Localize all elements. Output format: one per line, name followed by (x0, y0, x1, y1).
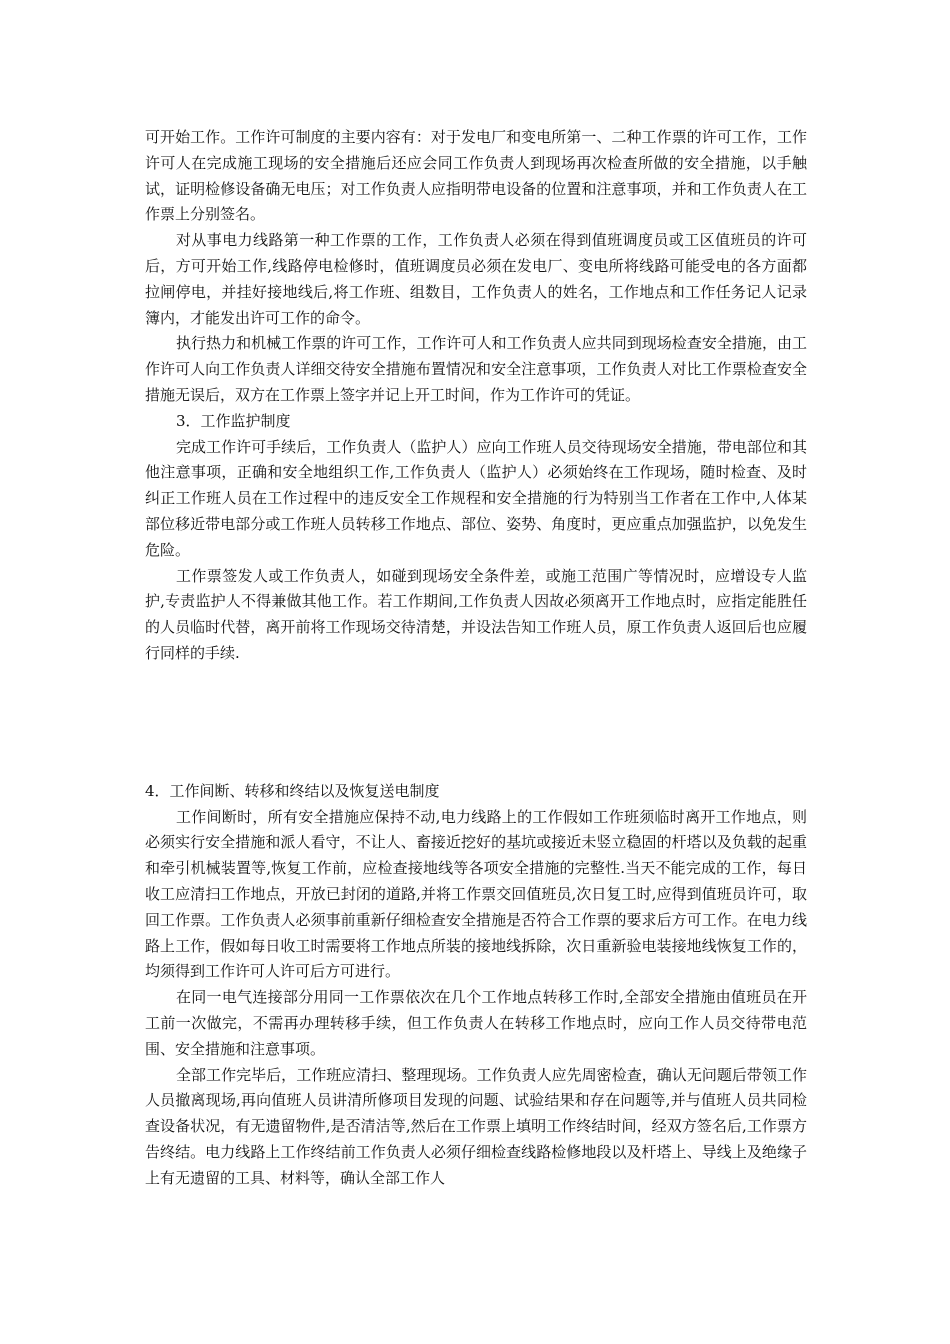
paragraph-line-permit: 对从事电力线路第一种工作票的工作，工作负责人必须在得到值班调度员或工区值班员的许可后，方可开始工作,线路停电检修时，值班调度员必须在发电厂、变电所将线路可能受电的各方面都拉闸停电，并挂好接地线后,将工作班、组数目，工作负责人的姓名，工作地点和工作任务记人记录簿内，才能发出许可工作的命令。 (145, 231, 807, 327)
paragraph-supervision: 完成工作许可手续后，工作负责人（监护人）应向工作班人员交待现场安全措施，带电部位和其他注意事项，正确和安全地组织工作,工作负责人（监护人）必须始终在工作现场，随时检查、及时纠正工作班人员在工作过程中的违反安全工作规程和安全措施的行为特别当工作者在工作中,人体某部位移近带电部分或工作班人员转移工作地点、部位、姿势、角度时，更应重点加强监护，以免发生危险。 (145, 437, 807, 559)
paragraph-termination: 全部工作完毕后，工作班应清扫、整理现场。工作负责人应先周密检查，确认无问题后带领工作人员撤离现场,再向值班人员讲清所修项目发现的问题、试验结果和存在问题等,并与值班人员共同检查设备状况，有无遗留物件,是否清洁等,然后在工作票上填明工作终结时间，经双方签名后,工作票方告终结。电力线路上工作终结前工作负责人必须仔细检查线路检修地段以及杆塔上、导线上及绝缘子上有无遗留的工具、材料等，确认全部工作人 (145, 1065, 807, 1187)
section-work-permit (145, 125, 807, 667)
page-gap (145, 667, 807, 779)
paragraph-permit-content: 可开始工作。工作许可制度的主要内容有：对于发电厂和变电所第一、二种工作票的许可工作，工作许可人在完成施工现场的安全措施后还应会同工作负责人到现场再次检查所做的安全措施，以手触试，证明检修设备确无电压；对工作负责人应指明带电设备的位置和注意事项，并和工作负责人在工作票上分别签名。 (145, 128, 807, 224)
heading-supervision-system: 3．工作监护制度 (176, 411, 291, 430)
paragraph-transfer: 在同一电气连接部分用同一工作票依次在几个工作地点转移工作时,全部安全措施由值班员在开工前一次做完，不需再办理转移手续，但工作负责人在转移工作地点时，应向工作人员交待带电范围、安全措施和注意事项。 (145, 988, 807, 1058)
section-interruption (145, 779, 807, 1192)
paragraph-dedicated-supervisor: 工作票签发人或工作负责人，如碰到现场安全条件差，或施工范围广等情况时，应增设专人监护,专责监护人不得兼做其他工作。若工作期间,工作负责人因故必须离开工作地点时，应指定能胜任的人员临时代替，离开前将工作现场交待清楚，并设法告知工作班人员，原工作负责人返回后也应履行同样的手续. (145, 566, 807, 662)
paragraph-thermal-permit: 执行热力和机械工作票的许可工作，工作许可人和工作负责人应共同到现场检查安全措施，由工作许可人向工作负责人详细交待安全措施布置情况和安全注意事项，工作负责人对比工作票检查安全措施无误后，双方在工作票上签字并记上开工时间，作为工作许可的凭证。 (145, 334, 807, 404)
document-page (145, 125, 807, 1191)
paragraph-interruption: 工作间断时，所有安全措施应保持不动,电力线路上的工作假如工作班须临时离开工作地点，则必须实行安全措施和派人看守，不让人、畜接近挖好的基坑或接近未竖立稳固的杆塔以及负载的起重和牵引机械装置等,恢复工作前，应检查接地线等各项安全措施的完整性.当天不能完成的工作，每日收工应清扫工作地点，开放已封闭的道路,并将工作票交回值班员,次日复工时,应得到值班员许可，取回工作票。工作负责人必须事前重新仔细检查安全措施是否符合工作票的要求后方可工作。在电力线路上工作，假如每日收工时需要将工作地点所装的接地线拆除，次日重新验电装接地线恢复工作的，均须得到工作许可人许可后方可进行。 (145, 807, 807, 981)
heading-interruption-system: 4．工作间断、转移和终结以及恢复送电制度 (145, 781, 440, 800)
